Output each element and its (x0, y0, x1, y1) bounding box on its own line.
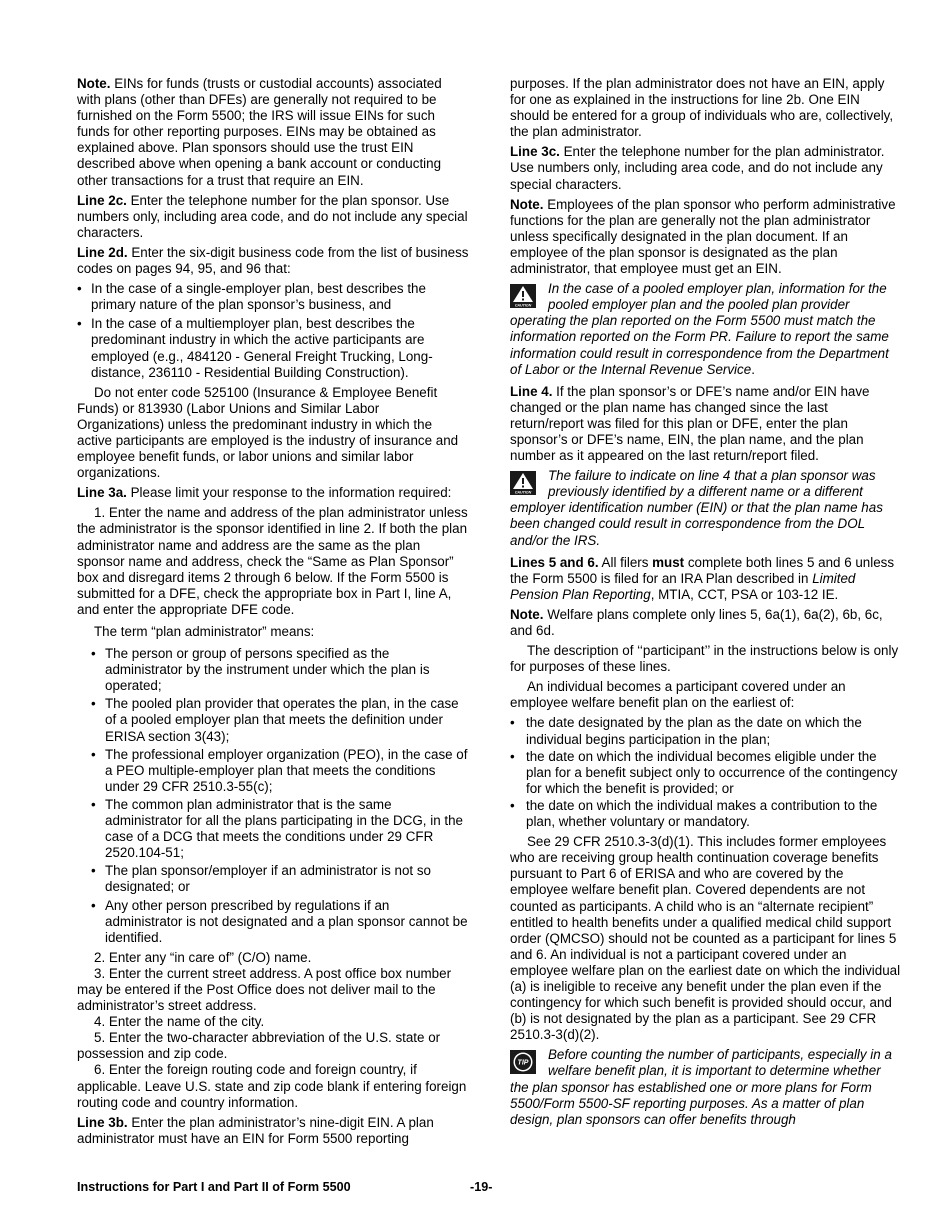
list-item: • The common plan administrator that is the same administrator for all the plans participating in the DCG, in the case of a DCG that meets the conditions under 29 CFR 2520.104-51; (77, 797, 469, 861)
line-3a-item-3: 3. Enter the current street address. A post office box number may be entered if the Post Office does not deliver mail to the administrator’s street address. (77, 965, 452, 1014)
caution-icon-label: CAUTION (514, 303, 532, 308)
page-number: -19- (470, 1180, 493, 1194)
line-2d-list (77, 281, 469, 381)
participant-description: The description of ‘‘participant’’ in the instructions below is only for purposes of these lines. (510, 643, 899, 675)
right-column (510, 76, 902, 1134)
line-3a-item-2: 2. Enter any “in care of” (C/O) name. (94, 949, 312, 965)
note-label: Note. (77, 76, 111, 91)
note-label: Note. (510, 196, 544, 212)
tip-icon-label: TIP (517, 1059, 529, 1067)
lines-5-6-text: complete both lines 5 and 6 unless the Form 5500 is filed for an IRA Plan described in (510, 554, 895, 586)
line-2d-text: Enter the six-digit business code from the list of business codes on pages 94, 95, and 96 that: (77, 244, 469, 277)
business-code-paragraph: Do not enter code 525100 (Insurance & Employee Benefit Funds) or 813930 (Labor Unions and Similar Labor Organizations) unless the predominant industry in which the active participants are employed is the industry of insurance and employee benefit funds, or labor unions and similar labor organizations. (77, 384, 459, 481)
list-item: • In the case of a single-employer plan, best describes the primary nature of the plan sponsor’s business, and (77, 281, 469, 313)
footer-title: Instructions for Part I and Part II of Form 5500 (77, 1180, 351, 1194)
caution-block (510, 281, 902, 378)
continued-paragraph: purposes. If the plan administrator does not have an EIN, apply for one as explained in the instructions for line 2b. One EIN should be entered for a group of individuals who are, collectively, the plan administrator. (510, 76, 894, 140)
list-item: • The person or group of persons specified as the administrator by the instrument under which the plan is operated; (77, 646, 469, 694)
line-4-paragraph (510, 384, 902, 464)
lines-5-6-text: , MTIA, CCT, PSA or 103-12 IE. (650, 586, 839, 602)
line-4-text: If the plan sponsor’s or DFE’s name and/or EIN have changed or the plan name has changed since the last return/report was filed for this plan or DFE, enter the plan sponsor’s or DFE’s name, EIN, the plan name, and the plan number as it appeared on the last return/report filed. (510, 383, 870, 464)
caution-icon-label: CAUTION (514, 490, 532, 495)
line-3a-text: Please limit your response to the information required: (126, 485, 452, 501)
must-emphasis: must (652, 554, 685, 570)
note-text: Employees of the plan sponsor who perform administrative functions for the plan are generally not the plan administrator unless specifically designated in the plan document. If an employee of the plan sponsor is designated as the plan administrator, that employee must get an EIN. (510, 196, 896, 277)
participant-intro: An individual becomes a participant covered under an employee welfare benefit plan on the earliest of: (510, 679, 846, 711)
caution-block (510, 468, 902, 548)
line-3b-label: Line 3b. (77, 1114, 128, 1130)
participant-list (510, 715, 902, 830)
line-3b-text: Enter the plan administrator’s nine-digit EIN. A plan administrator must have an EIN for Form 5500 reporting (77, 1114, 434, 1146)
left-column (77, 76, 469, 1151)
line-3c-label: Line 3c. (510, 144, 560, 160)
line-3a-label: Line 3a. (77, 485, 127, 501)
line-2d-paragraph (77, 245, 469, 277)
list-item: • Any other person prescribed by regulations if an administrator is not designated and a plan sponsor cannot be identified. (77, 898, 469, 946)
list-item-text: the date on which the individual makes a contribution to the plan, whether voluntary or mandatory. (526, 797, 878, 830)
list-item: • the date on which the individual makes a contribution to the plan, whether voluntary or mandatory. (510, 797, 878, 830)
line-2c-label: Line 2c. (77, 192, 127, 208)
caution-icon (510, 471, 536, 495)
note-text: EINs for funds (trusts or custodial accounts) associated with plans (other than DFEs) are generally not required to be furnished on the Form 5500; the IRS will issue EINs for such funds for other reporting purposes. EINs may be obtained as explained above. Plan sponsors should use the trust EIN described above when opening a bank account or conducting other transactions for a trust that require an EIN. (77, 76, 442, 188)
caution-icon (510, 284, 536, 308)
lines-5-6-paragraph (510, 555, 902, 603)
line-3b-paragraph (77, 1115, 469, 1147)
note-paragraph (77, 76, 469, 189)
line-3a-paragraph (77, 485, 469, 501)
line-3c-text: Enter the telephone number for the plan administrator. Use numbers only, including area code, and do not include any special characters. (510, 144, 885, 192)
line-2d-label: Line 2d. (77, 244, 128, 260)
line-3a-item-6: 6. Enter the foreign routing code and foreign country, if applicable. Leave U.S. state and zip code blank if entering foreign routing code and country information. (77, 1062, 467, 1110)
caution-text: In the case of a pooled employer plan, information for the pooled employer plan and the pooled plan provider operating the plan reported on the Form 5500 must match the information reported on the Form PR. Failure to report the same information could result in correspondence from the Department of Labor or the Internal Revenue Service (510, 281, 889, 377)
note-paragraph (510, 607, 902, 639)
line-4-label: Line 4. (510, 383, 553, 399)
lines-5-6-label: Lines 5 and 6. (510, 554, 599, 570)
tip-text: Before counting the number of participants, especially in a welfare benefit plan, it is important to determine whether the plan sponsor has established one or more plans for Form 5500/Form 5500-SF reporting purposes. As a matter of plan design, plan sponsors can offer benefits through (510, 1047, 892, 1127)
list-item: • In the case of a multiemployer plan, best describes the predominant industry in which the active participants are employed (e.g., 484120 - General Freight Trucking, Long-distance, 236110 - Residential Building Construction). (77, 316, 469, 380)
note-paragraph (510, 197, 902, 277)
line-3c-paragraph (510, 144, 902, 192)
line-3a-item-1: 1. Enter the name and address of the plan administrator unless the administrator is the sponsor identified in line 2. If both the plan administrator name and address are the same as the plan sponsor name and address, check the “Same as Plan Sponsor” box and disregard items 2 through 6 below. If the Form 5500 is submitted for a DFE, check the appropriate box in Part I, line A, and enter the appropriate DFE code. (77, 505, 468, 617)
list-item: • The pooled plan provider that operates the plan, in the case of a pooled employer plan that meets the definition under ERISA section 3(43); (77, 696, 469, 744)
note-label: Note. (510, 606, 544, 622)
limited-pension-reference: Limited Pension Plan Reporting (510, 570, 856, 602)
line-3a-item-5: 5. Enter the two-character abbreviation of the U.S. state or possession and zip code. (77, 1030, 441, 1062)
caution-text-end: . (751, 361, 755, 377)
tip-icon (510, 1050, 536, 1074)
caution-text: The failure to indicate on line 4 that a plan sponsor was previously identified by a different name or a different employer identification number (EIN) or that the plan name has been changed could result in correspondence from the DOL and/or the IRS. (510, 468, 883, 548)
lines-5-6-text: All filers (598, 554, 653, 570)
line-3a-item-4: 4. Enter the name of the city. (94, 1014, 265, 1030)
term-list (77, 646, 469, 946)
list-item: • The professional employer organization (PEO), in the case of a PEO multiple-employer plan that meets the conditions under 29 CFR 2510.3-55(c); (77, 747, 469, 795)
list-item-text: the date designated by the plan as the date on which the individual begins participation in the plan; (526, 715, 862, 747)
list-item: • the date on which the individual becomes eligible under the plan for a benefit subject only to occurrence of the contingency for which the benefit is provided; or (510, 748, 898, 796)
list-item-text: the date on which the individual becomes eligible under the plan for a benefit subject only to occurrence of the contingency for which the benefit is provided; or (526, 748, 898, 796)
list-item: • the date designated by the plan as the date on which the individual begins participation in the plan; (510, 715, 862, 747)
list-item: • The plan sponsor/employer if an administrator is not so designated; or (77, 863, 469, 895)
tip-block (510, 1047, 902, 1127)
term-intro: The term “plan administrator” means: (94, 624, 315, 639)
line-2c-paragraph (77, 193, 469, 241)
line-2c-text: Enter the telephone number for the plan sponsor. Use numbers only, including area code, and do not include any special characters. (77, 192, 468, 240)
regulation-paragraph: See 29 CFR 2510.3-3(d)(1). This includes former employees who are receiving group health continuation coverage benefits pursuant to Part 6 of ERISA and who are covered by the employee welfare benefit plan. Covered dependents are not counted as participants. A child who is an “alternate recipient” entitled to health benefits under a qualified medical child support order (QMCSO) should not be counted as a participant for lines 5 and 6. An individual is not a participant covered under an employee welfare plan on the earliest date on which the individual (a) is ineligible to receive any benefit under the plan even if the contingency for which such benefit is provided should occur, and (b) is not designated by the plan as a participant. See 29 CFR 2510.3-3(d)(2). (510, 834, 901, 1043)
note-text: Welfare plans complete only lines 5, 6a(1), 6a(2), 6b, 6c, and 6d. (510, 606, 883, 638)
